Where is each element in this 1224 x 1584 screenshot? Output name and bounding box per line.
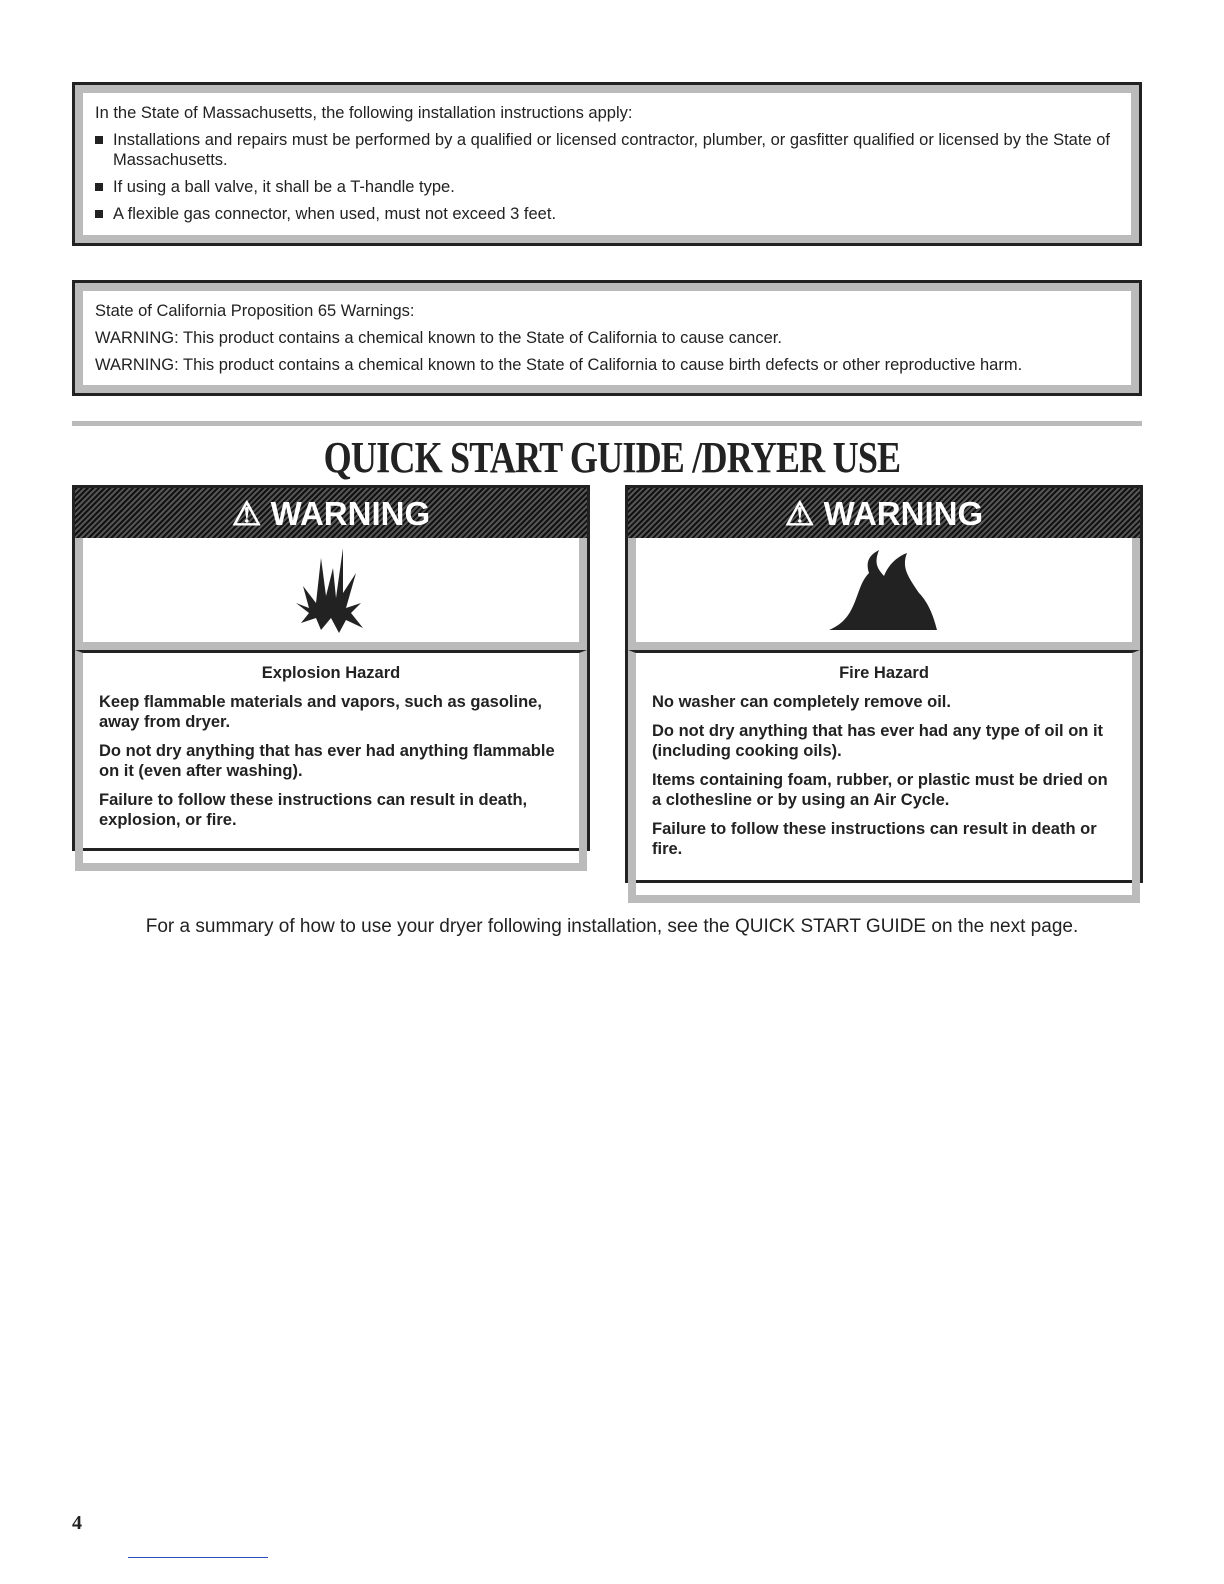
california-intro: State of California Proposition 65 Warnings:: [95, 302, 415, 320]
explosion-warning-box: [72, 485, 590, 851]
page-title: QUICK START GUIDE /DRYER USE: [323, 433, 901, 482]
warning-line: Failure to follow these instructions can result in death or fire.: [652, 820, 1097, 858]
warning-line: No washer can completely remove oil.: [652, 693, 951, 711]
fire-warning-box: [625, 485, 1143, 883]
california-warning: WARNING: This product contains a chemical known to the State of California to cause cancer.: [95, 329, 782, 347]
warning-text: [628, 650, 1140, 903]
warning-line: Items containing foam, rubber, or plastic must be dried on a clothesline or by using an Air Cycle.: [652, 771, 1108, 809]
fire-icon: [829, 548, 939, 633]
explosion-image: [75, 538, 587, 650]
page-number: 4: [72, 1512, 82, 1534]
warning-header: [628, 488, 1140, 538]
divider: [72, 421, 1142, 426]
massachusetts-notice: [72, 82, 1142, 246]
summary-text: For a summary of how to use your dryer following installation, see the QUICK START GUIDE on the next page.: [145, 916, 1079, 937]
hazard-title: Fire Hazard: [839, 664, 929, 682]
warning-line: Keep flammable materials and vapors, such as gasoline, away from dryer.: [99, 693, 542, 731]
warning-line: Failure to follow these instructions can result in death, explosion, or fire.: [99, 791, 528, 829]
explosion-icon: [291, 548, 371, 633]
massachusetts-intro: In the State of Massachusetts, the following installation instructions apply:: [95, 104, 633, 122]
list-item: A flexible gas connector, when used, must not exceed 3 feet.: [95, 204, 1119, 224]
warning-label: WARNING: [823, 495, 984, 532]
warning-triangle-icon: ⚠: [231, 495, 262, 532]
warning-triangle-icon: ⚠: [784, 495, 815, 532]
list-item: Installations and repairs must be performed by a qualified or licensed contractor, plumber, or gasfitter qualified or licensed by the State of Massachusetts.: [95, 130, 1119, 170]
warning-label: WARNING: [270, 495, 431, 532]
warning-line: Do not dry anything that has ever had any type of oil on it (including cooking oils).: [652, 722, 1104, 760]
hazard-title: Explosion Hazard: [261, 664, 401, 682]
warning-text: [75, 650, 587, 871]
california-warning: WARNING: This product contains a chemical known to the State of California to cause birth defects or other reproductive harm.: [95, 356, 1023, 374]
warning-line: Do not dry anything that has ever had anything flammable on it (even after washing).: [99, 742, 555, 780]
list-item: If using a ball valve, it shall be a T-handle type.: [95, 177, 1119, 197]
california-notice: [72, 280, 1142, 396]
warning-header: [75, 488, 587, 538]
footer-line: [128, 1557, 268, 1558]
fire-image: [628, 538, 1140, 650]
